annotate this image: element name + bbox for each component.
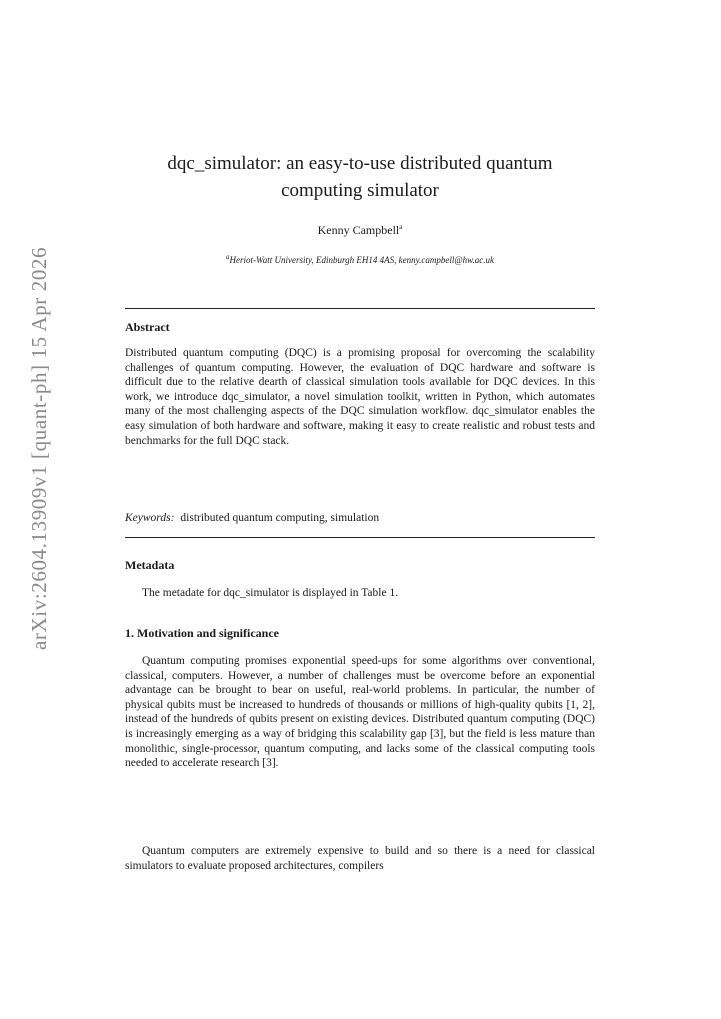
- keywords-line: [125, 512, 595, 524]
- affiliation-mark: a: [226, 253, 230, 261]
- paper-title: dqc_simulator: an easy-to-use distributed quantum computing simulator: [167, 153, 553, 201]
- section-paragraph: Quantum computing promises exponential speed-ups for some algorithms over conventional, classical, computers. However, a number of challenges must be overcome before an exponential advantage can be brought to bear on useful, real-world problems. In particular, the number of physical qubits must be increased to hundreds of thousands or millions of high-quality qubits [1, 2], instead of the hundreds of qubits present on existing devices. Distributed quantum computing (DQC) is increasingly emerging as a way of bridging this scalability gap [3], but the field is less mature than monolithic, single-processor, quantum computing, and lacks some of the classical computing tools needed to accelerate research [3].: [125, 655, 595, 770]
- abstract-top-rule: [125, 308, 595, 309]
- section-heading-motivation: 1. Motivation and significance: [125, 626, 280, 640]
- metadata-text: The metadate for dqc_simulator is displayed in Table 1.: [142, 587, 399, 599]
- section-paragraph: Quantum computers are extremely expensive to build and so there is a need for classical simulators to evaluate proposed architectures, compilers: [125, 845, 595, 872]
- metadata-heading: Metadata: [125, 558, 175, 572]
- author-name: Kenny Campbell: [317, 223, 400, 237]
- affiliation-line: [125, 253, 595, 265]
- author-affiliation-mark: a: [399, 223, 403, 231]
- keywords-label: Keywords:: [125, 512, 175, 524]
- arxiv-identifier-stamp: arXiv:2604.13909v1 [quant-ph] 15 Apr 2026: [27, 246, 51, 650]
- abstract-bottom-rule: [125, 537, 595, 538]
- abstract-heading: Abstract: [125, 320, 170, 334]
- abstract-text: Distributed quantum computing (DQC) is a promising proposal for overcoming the scalability challenges of quantum computing. However, the evaluation of DQC hardware and software is difficult due to the relative dearth of classical simulation tools available for DQC devices. In this work, we introduce dqc_simulator, a novel simulation toolkit, written in Python, which automates many of the most challenging aspects of the DQC simulation workflow. dqc_simulator enables the easy simulation of both hardware and software, making it easy to create realistic and robust tests and benchmarks for the full DQC stack.: [125, 347, 595, 447]
- author-line: [125, 223, 595, 238]
- affiliation-text: Heriot-Watt University, Edinburgh EH14 4AS, kenny.campbell@hw.ac.uk: [229, 255, 494, 265]
- keywords-text: distributed quantum computing, simulation: [180, 512, 380, 524]
